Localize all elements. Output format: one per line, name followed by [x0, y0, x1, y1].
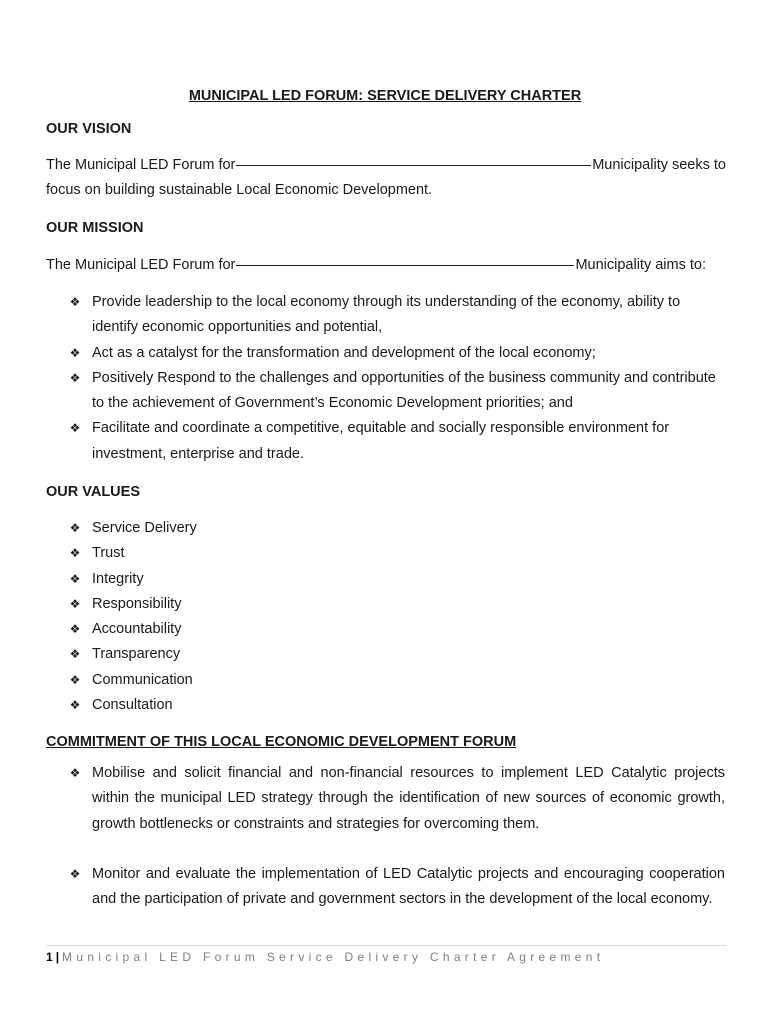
value-item-text: Integrity	[92, 570, 144, 587]
list-item	[68, 366, 725, 417]
vision-continuation: focus on building sustainable Local Economic Development.	[46, 182, 433, 198]
list-item	[68, 761, 725, 837]
mission-lead-line	[46, 253, 706, 278]
diamond-bullet-icon: ❖	[69, 622, 81, 637]
mission-paragraph	[46, 253, 726, 278]
diamond-bullet-icon: ❖	[69, 345, 81, 360]
value-item-text: Trust	[92, 545, 125, 562]
list-item	[68, 541, 725, 566]
diamond-bullet-icon: ❖	[69, 521, 81, 535]
municipality-blank-line	[236, 265, 574, 266]
footer-text: Municipal LED Forum Service Delivery Charter Agreement	[62, 950, 605, 964]
mission-item-text: Positively Respond to the challenges and opportunities of the business community and contribute to the achievement of Government’s Economic Development priorities; and	[92, 369, 716, 412]
diamond-bullet-icon: ❖	[69, 698, 81, 713]
page-footer	[46, 949, 604, 965]
diamond-bullet-icon: ❖	[69, 672, 81, 687]
vision-heading: OUR VISION	[46, 121, 132, 137]
list-item	[68, 567, 725, 592]
list-item	[68, 416, 725, 467]
list-item	[68, 341, 725, 366]
values-heading: OUR VALUES	[46, 484, 140, 500]
list-item	[68, 668, 725, 693]
list-item	[68, 642, 725, 667]
value-item-text: Accountability	[92, 621, 182, 638]
commitment-list	[68, 761, 725, 912]
municipality-blank-line	[236, 165, 591, 166]
commitment-heading: COMMITMENT OF THIS LOCAL ECONOMIC DEVELOPMENT FORUM	[46, 734, 517, 750]
footer-divider	[46, 945, 726, 946]
list-item	[68, 693, 725, 718]
page-title: MUNICIPAL LED FORUM: SERVICE DELIVERY CHARTER	[188, 88, 582, 104]
mission-list	[68, 290, 725, 467]
list-item	[68, 290, 725, 341]
vision-lead-line	[46, 153, 726, 178]
diamond-bullet-icon: ❖	[69, 546, 81, 561]
mission-item-text: Act as a catalyst for the transformation and development of the local economy;	[92, 344, 596, 361]
commitment-item-text: Mobilise and solicit financial and non-financial resources to implement LED Catalytic projects within the municipal LED strategy through the identification of new sources of economic growth, growth bottlenecks or constraints and strategies for overcoming them.	[92, 765, 725, 832]
value-item-text: Service Delivery	[92, 520, 197, 536]
diamond-bullet-icon: ❖	[69, 647, 81, 662]
mission-lead-after: Municipality aims to:	[575, 257, 706, 273]
mission-item-text: Provide leadership to the local economy through its understanding of the economy, ability to identify economic opportunities and potential,	[92, 294, 681, 336]
footer-separator: |	[55, 950, 60, 964]
diamond-bullet-icon: ❖	[69, 766, 81, 780]
diamond-bullet-icon: ❖	[69, 295, 81, 309]
diamond-bullet-icon: ❖	[69, 596, 81, 611]
value-item-text: Transparency	[92, 646, 181, 663]
list-item	[68, 592, 725, 617]
mission-heading: OUR MISSION	[46, 220, 144, 236]
vision-lead-after: Municipality seeks to	[592, 157, 726, 173]
diamond-bullet-icon: ❖	[69, 866, 81, 881]
diamond-bullet-icon: ❖	[69, 571, 81, 586]
vision-paragraph	[46, 153, 726, 203]
vision-lead-before: The Municipal LED Forum for	[46, 157, 236, 173]
diamond-bullet-icon: ❖	[69, 421, 81, 436]
value-item-text: Communication	[92, 671, 193, 688]
diamond-bullet-icon: ❖	[69, 370, 81, 385]
value-item-text: Responsibility	[92, 595, 182, 612]
list-item	[68, 617, 725, 642]
page-number: 1	[46, 950, 53, 964]
values-list	[68, 516, 725, 718]
mission-lead-before: The Municipal LED Forum for	[46, 257, 236, 273]
list-item	[68, 516, 725, 541]
list-item	[68, 862, 725, 913]
value-item-text: Consultation	[92, 697, 173, 714]
commitment-item-text: Monitor and evaluate the implementation of LED Catalytic projects and encouraging cooperation and the participation of private and government sectors in the development of the local economy.	[92, 865, 725, 908]
mission-item-text: Facilitate and coordinate a competitive, equitable and socially responsible environment for investment, enterprise and trade.	[92, 420, 670, 462]
